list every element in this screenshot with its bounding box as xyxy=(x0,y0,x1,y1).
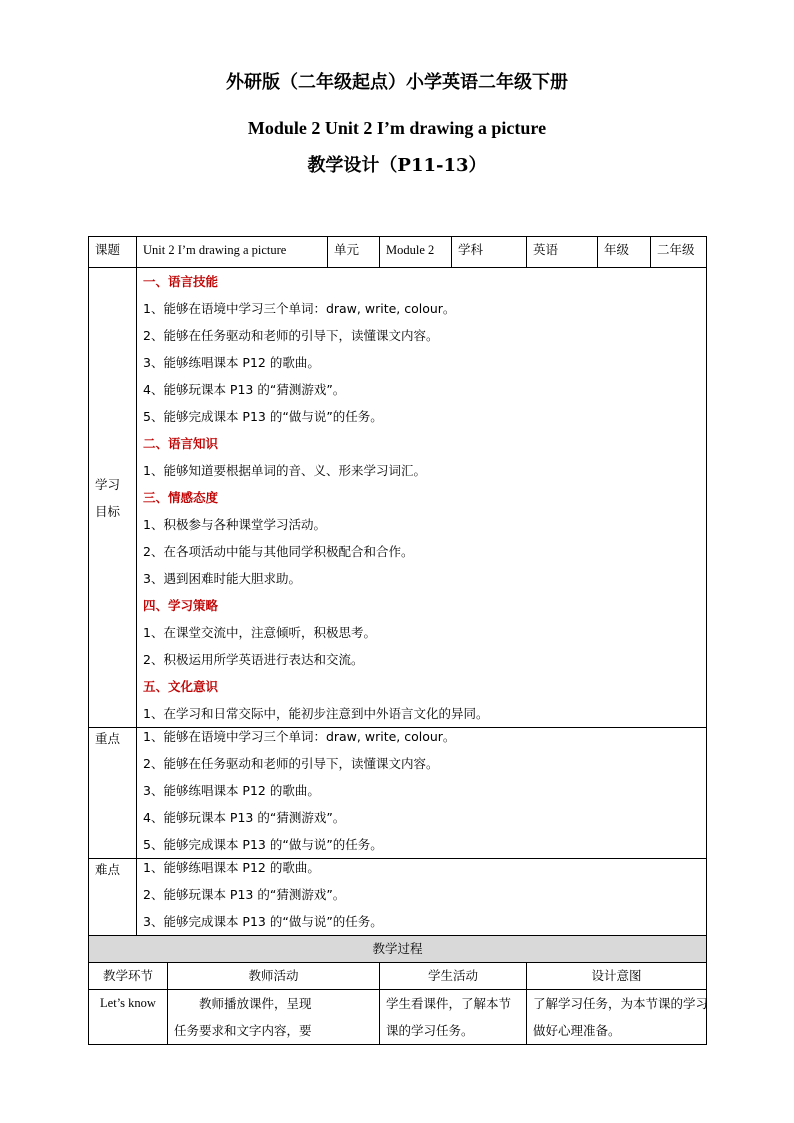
student-cell: 学生看课件，了解本节 课的学习任务。 xyxy=(380,990,527,1045)
key-point-item: 3、能够练唱课本 P12 的歌曲。 xyxy=(143,783,320,798)
grade-value: 二年级 xyxy=(651,237,707,268)
unit-value: Module 2 xyxy=(380,237,452,268)
col-stage: 教学环节 xyxy=(89,963,168,990)
goal-item: 1、在课堂交流中，注意倾听，积极思考。 xyxy=(143,625,376,640)
process-header-row xyxy=(89,963,707,990)
goal-section-title: 五、文化意识 xyxy=(143,679,219,694)
info-row xyxy=(89,237,707,268)
lesson-title: Module 2 Unit 2 I’m drawing a picture xyxy=(247,118,547,138)
subject-label: 学科 xyxy=(452,237,527,268)
unit-label: 单元 xyxy=(328,237,380,268)
key-point-item: 5、能够完成课本 P13 的“做与说”的任务。 xyxy=(143,837,383,852)
subject-value: 英语 xyxy=(527,237,598,268)
goal-item: 1、在学习和日常交际中，能初步注意到中外语言文化的异同。 xyxy=(143,706,489,721)
goal-section-title: 三、情感态度 xyxy=(143,490,219,505)
design-title: 教学设计（P11-13） xyxy=(307,155,487,176)
difficulty-item: 1、能够练唱课本 P12 的歌曲。 xyxy=(143,860,320,875)
grade-label: 年级 xyxy=(598,237,651,268)
process-band xyxy=(89,936,707,963)
document-header xyxy=(0,72,794,177)
col-student: 学生活动 xyxy=(380,963,527,990)
teacher-cell: 教师播放课件，呈现 任务要求和文字内容，要 xyxy=(168,990,380,1045)
goals-content xyxy=(137,268,707,728)
key-points-label: 重点 xyxy=(89,728,137,859)
goal-item: 2、能够在任务驱动和老师的引导下，读懂课文内容。 xyxy=(143,328,439,343)
key-points-content xyxy=(137,728,707,859)
goal-item: 1、积极参与各种课堂学习活动。 xyxy=(143,517,326,532)
goal-item: 1、能够知道要根据单词的音、义、形来学习词汇。 xyxy=(143,463,426,478)
goal-section-title: 二、语言知识 xyxy=(143,436,219,451)
key-point-item: 1、能够在语境中学习三个单词：draw, write, colour。 xyxy=(143,729,456,744)
document-title: 外研版（二年级起点）小学英语二年级下册 xyxy=(226,72,568,93)
key-points-row xyxy=(89,728,707,859)
lesson-plan-table xyxy=(88,236,707,1045)
goal-item: 4、能够玩课本 P13 的“猜测游戏”。 xyxy=(143,382,346,397)
goal-item: 3、遇到困难时能大胆求助。 xyxy=(143,571,301,586)
goal-section-title: 四、学习策略 xyxy=(143,598,219,613)
stage-cell: Let’s know xyxy=(89,990,168,1045)
col-teacher: 教师活动 xyxy=(168,963,380,990)
goal-item: 3、能够练唱课本 P12 的歌曲。 xyxy=(143,355,320,370)
goals-label: 学习 目标 xyxy=(89,268,137,728)
key-point-item: 4、能够玩课本 P13 的“猜测游戏”。 xyxy=(143,810,346,825)
difficulties-label: 难点 xyxy=(89,859,137,936)
topic-label: 课题 xyxy=(89,237,137,268)
topic-value: Unit 2 I’m drawing a picture xyxy=(137,237,328,268)
goals-row xyxy=(89,268,707,728)
goal-item: 5、能够完成课本 P13 的“做与说”的任务。 xyxy=(143,409,383,424)
goal-item: 2、在各项活动中能与其他同学积极配合和合作。 xyxy=(143,544,414,559)
goal-item: 1、能够在语境中学习三个单词：draw, write, colour。 xyxy=(143,301,456,316)
goal-section-title: 一、语言技能 xyxy=(143,274,219,289)
key-point-item: 2、能够在任务驱动和老师的引导下，读懂课文内容。 xyxy=(143,756,439,771)
goal-item: 2、积极运用所学英语进行表达和交流。 xyxy=(143,652,364,667)
difficulties-row xyxy=(89,859,707,936)
intent-cell: 了解学习任务，为本节课的学习 做好心理准备。 xyxy=(527,990,707,1045)
col-intent: 设计意图 xyxy=(527,963,707,990)
process-title: 教学过程 xyxy=(89,936,707,963)
process-row xyxy=(89,990,707,1045)
difficulty-item: 2、能够玩课本 P13 的“猜测游戏”。 xyxy=(143,887,346,902)
difficulty-item: 3、能够完成课本 P13 的“做与说”的任务。 xyxy=(143,914,383,929)
difficulties-content xyxy=(137,859,707,936)
